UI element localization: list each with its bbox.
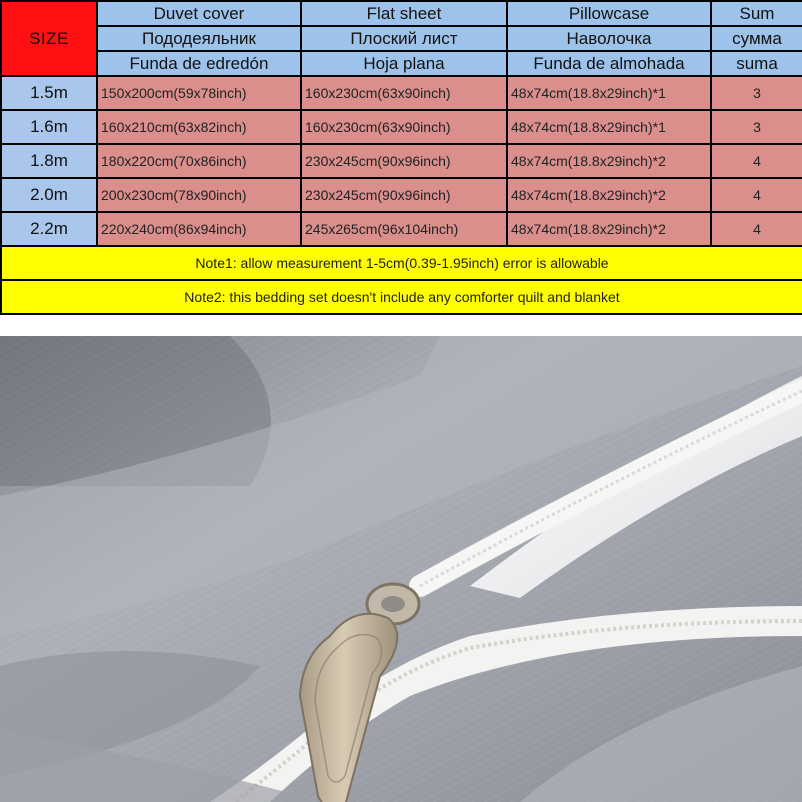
note-2: Note2: this bedding set doesn't include any comforter quilt and blanket xyxy=(1,280,802,314)
size-header-cell: SIZE xyxy=(1,1,97,76)
header-duvet-en: Duvet cover xyxy=(97,1,301,26)
size-value: 1.6m xyxy=(1,110,97,144)
sheet-size: 230x245cm(90x96inch) xyxy=(301,178,507,212)
header-sum-ru: сумма xyxy=(711,26,802,51)
note-1: Note1: allow measurement 1-5cm(0.39-1.95inch) error is allowable xyxy=(1,246,802,280)
duvet-size: 160x210cm(63x82inch) xyxy=(97,110,301,144)
table-row xyxy=(1,178,802,212)
size-chart-table xyxy=(0,0,802,315)
sum-value: 3 xyxy=(711,110,802,144)
sum-value: 4 xyxy=(711,144,802,178)
fabric-zipper-illustration xyxy=(0,336,802,802)
header-sum-en: Sum xyxy=(711,1,802,26)
size-value: 1.5m xyxy=(1,76,97,110)
header-row-english xyxy=(1,1,802,26)
pillow-size: 48x74cm(18.8x29inch)*1 xyxy=(507,76,711,110)
duvet-size: 200x230cm(78x90inch) xyxy=(97,178,301,212)
zipper-closeup-photo xyxy=(0,336,802,802)
size-value: 1.8m xyxy=(1,144,97,178)
header-pillow-ru: Наволочка xyxy=(507,26,711,51)
header-pillow-en: Pillowcase xyxy=(507,1,711,26)
size-value: 2.0m xyxy=(1,178,97,212)
pillow-size: 48x74cm(18.8x29inch)*2 xyxy=(507,144,711,178)
header-row-russian xyxy=(1,26,802,51)
header-pillow-es: Funda de almohada xyxy=(507,51,711,76)
duvet-size: 150x200cm(59x78inch) xyxy=(97,76,301,110)
header-duvet-es: Funda de edredón xyxy=(97,51,301,76)
pillow-size: 48x74cm(18.8x29inch)*2 xyxy=(507,212,711,246)
header-sheet-es: Hoja plana xyxy=(301,51,507,76)
size-value: 2.2m xyxy=(1,212,97,246)
sheet-size: 245x265cm(96x104inch) xyxy=(301,212,507,246)
pillow-size: 48x74cm(18.8x29inch)*2 xyxy=(507,178,711,212)
sum-value: 4 xyxy=(711,178,802,212)
header-sheet-ru: Плоский лист xyxy=(301,26,507,51)
duvet-size: 220x240cm(86x94inch) xyxy=(97,212,301,246)
table-row xyxy=(1,144,802,178)
header-sum-es: suma xyxy=(711,51,802,76)
header-duvet-ru: Пододеяльник xyxy=(97,26,301,51)
sheet-size: 230x245cm(90x96inch) xyxy=(301,144,507,178)
table-row xyxy=(1,76,802,110)
duvet-size: 180x220cm(70x86inch) xyxy=(97,144,301,178)
note-row xyxy=(1,246,802,280)
table-row xyxy=(1,212,802,246)
sheet-size: 160x230cm(63x90inch) xyxy=(301,76,507,110)
sum-value: 3 xyxy=(711,76,802,110)
sum-value: 4 xyxy=(711,212,802,246)
note-row xyxy=(1,280,802,314)
header-sheet-en: Flat sheet xyxy=(301,1,507,26)
header-row-spanish xyxy=(1,51,802,76)
pillow-size: 48x74cm(18.8x29inch)*1 xyxy=(507,110,711,144)
table-row xyxy=(1,110,802,144)
sheet-size: 160x230cm(63x90inch) xyxy=(301,110,507,144)
